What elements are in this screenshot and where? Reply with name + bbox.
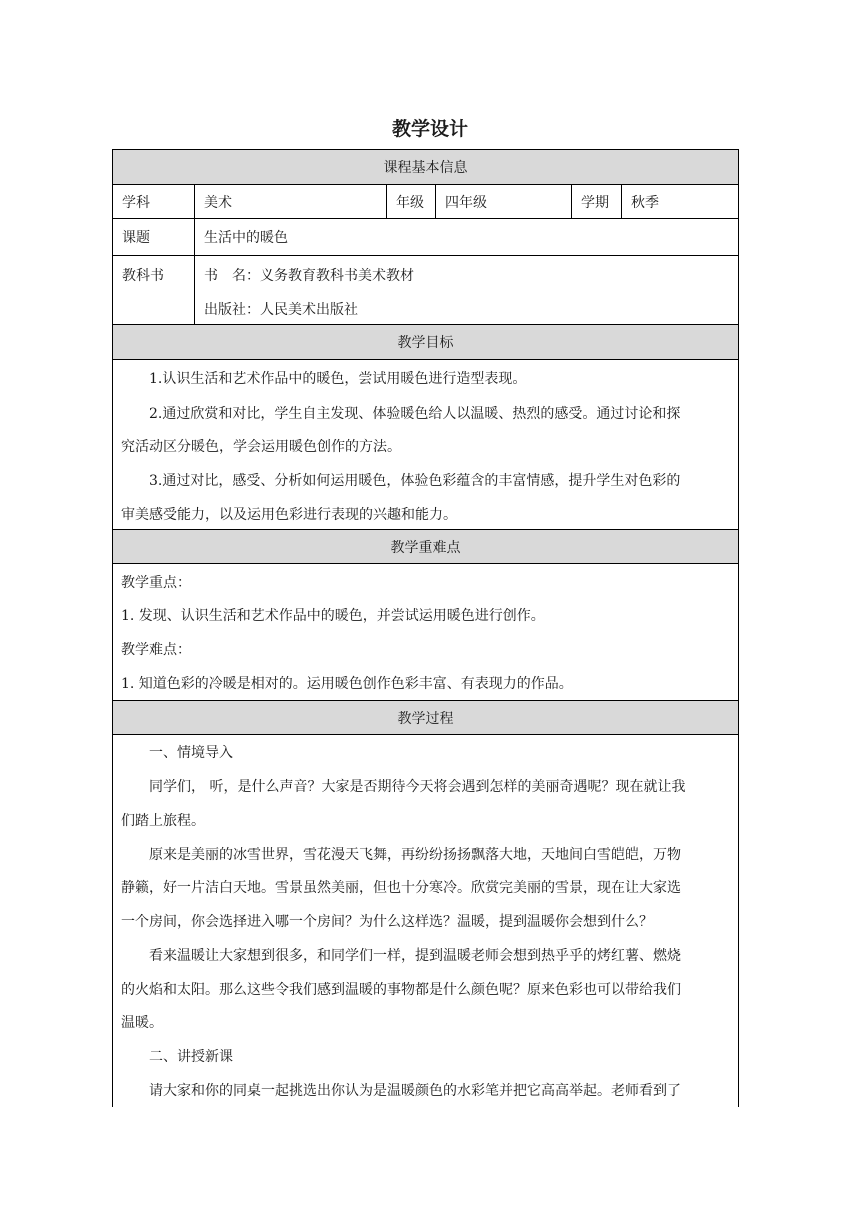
section-header-process: 教学过程 [113,701,738,735]
row-textbook [113,256,738,325]
key-point-line: 教学重点： [121,575,191,591]
section-header-basic-info: 课程基本信息 [113,150,738,185]
topic-value: 生活中的暖色 [204,230,288,246]
textbook-publisher: 出版社：人民美术出版社 [204,302,358,318]
objective-line: 1.认识生活和艺术作品中的暖色，尝试用暖色进行造型表现。 [149,371,527,387]
process-line: 温暖。 [121,1015,163,1031]
topic-label: 课题 [113,219,195,255]
grade-label: 年级 [387,185,436,218]
objective-line: 2.通过欣赏和对比，学生自主发现、体验暖色给人以温暖、热烈的感受。通过讨论和探 [149,406,681,422]
textbook-label: 教科书 [113,256,195,324]
objective-line: 究活动区分暖色，学会运用暖色创作的方法。 [121,439,401,455]
process-content [113,735,738,1107]
grade-value: 四年级 [436,185,572,218]
objectives-content [113,360,738,530]
process-line: 请大家和你的同桌一起挑选出你认为是温暖颜色的水彩笔并把它高高举起。老师看到了 [149,1083,681,1099]
term-value: 秋季 [631,194,659,211]
key-points-content [113,564,738,701]
subject-value: 美术 [195,185,387,218]
section-header-key-points: 教学重难点 [113,530,738,564]
objective-line: 审美感受能力，以及运用色彩进行表现的兴趣和能力。 [121,507,457,523]
row-subject-grade-term [113,185,738,219]
process-line: 原来是美丽的冰雪世界，雪花漫天飞舞，再纷纷扬扬飘落大地，天地间白雪皑皑，万物 [149,847,681,863]
process-line: 一、情境导入 [149,745,233,761]
row-topic [113,219,738,256]
process-line: 静籁，好一片洁白天地。雪景虽然美丽，但也十分寒冷。欣赏完美丽的雪景，现在让大家选 [121,880,681,896]
term-label: 学期 [572,185,622,218]
process-line: 一个房间，你会选择进入哪一个房间？为什么这样选？温暖，提到温暖你会想到什么？ [121,914,653,930]
textbook-name: 书 名：义务教育教科书美术教材 [204,268,414,284]
subject-label: 学科 [113,185,195,218]
key-point-line: 1. 知道色彩的冷暖是相对的。运用暖色创作色彩丰富、有表现力的作品。 [121,676,573,692]
process-line: 同学们， 听，是什么声音？大家是否期待今天将会遇到怎样的美丽奇遇呢？现在就让我 [149,779,686,795]
document-title: 教学设计 [391,118,468,140]
key-point-line: 教学难点： [121,642,191,658]
objective-line: 3.通过对比，感受、分析如何运用暖色，体验色彩蕴含的丰富情感，提升学生对色彩的 [149,473,681,489]
process-line: 看来温暖让大家想到很多，和同学们一样，提到温暖老师会想到热乎乎的烤红薯、燃烧 [149,948,681,964]
process-line: 二、讲授新课 [149,1049,233,1065]
key-point-line: 1. 发现、认识生活和艺术作品中的暖色，并尝试运用暖色进行创作。 [121,608,545,624]
process-line: 们踏上旅程。 [121,813,205,829]
process-line: 的火焰和太阳。那么这些令我们感到温暖的事物都是什么颜色呢？原来色彩也可以带给我们 [121,982,681,998]
section-header-objectives: 教学目标 [113,325,738,360]
lesson-plan-table [112,149,739,1107]
